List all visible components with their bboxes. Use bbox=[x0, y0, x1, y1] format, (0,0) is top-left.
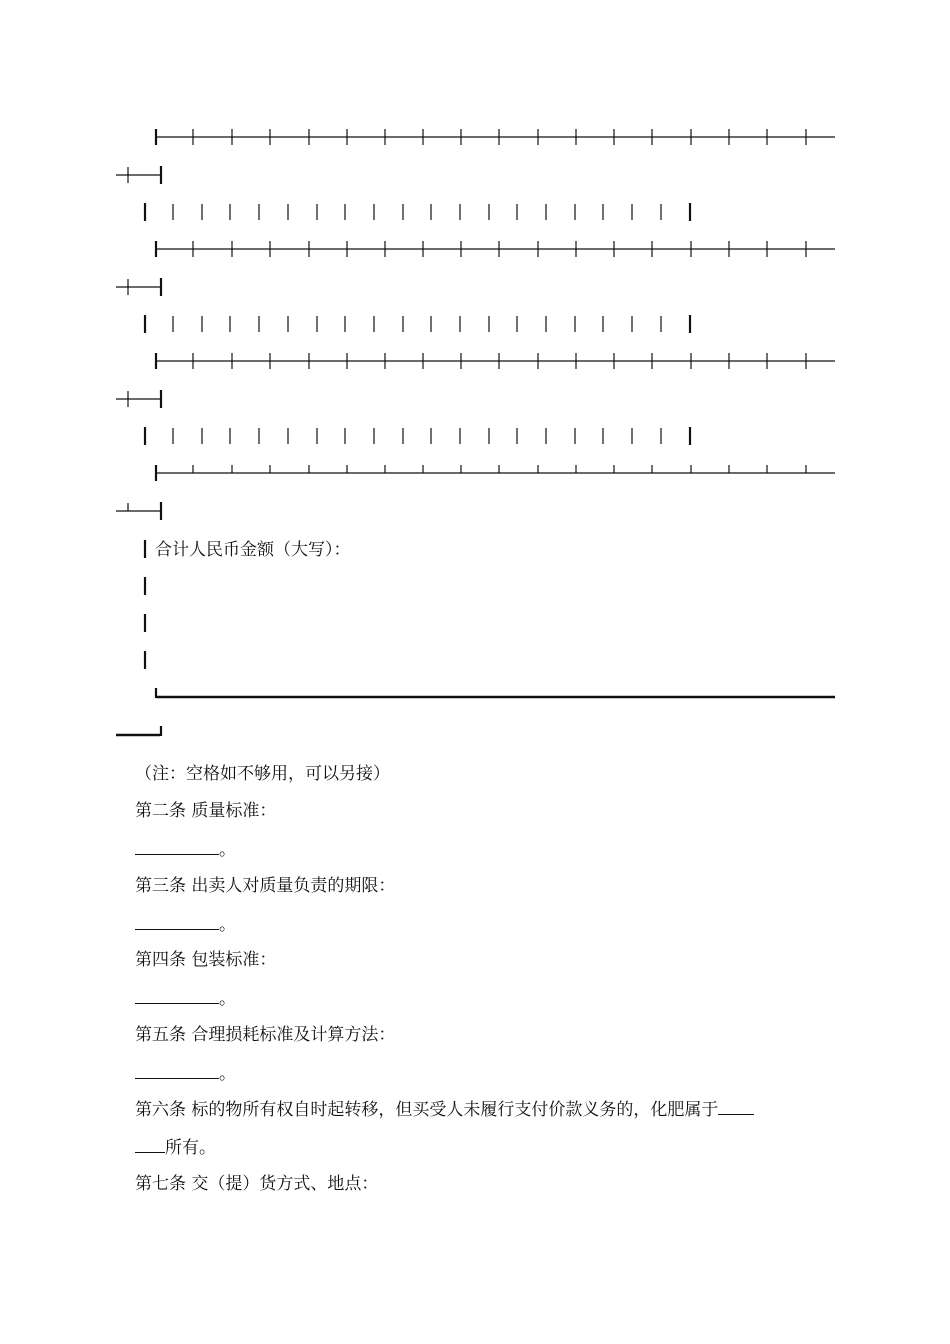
clause-6-continuation: 所有。 bbox=[165, 1138, 216, 1158]
clause-3-heading bbox=[135, 875, 395, 897]
clause-7-title: 交（提）货方式、地点： bbox=[191, 1174, 379, 1194]
clause-7-number: 第七条 bbox=[135, 1174, 186, 1194]
clause-3-blank[interactable] bbox=[135, 913, 219, 930]
clause-6-heading bbox=[135, 1098, 754, 1121]
clause-2-blank[interactable] bbox=[135, 838, 219, 855]
clause-3-suffix: 。 bbox=[219, 915, 236, 935]
clause-2-number: 第二条 bbox=[135, 801, 186, 821]
clause-6-blank-a[interactable] bbox=[718, 1098, 754, 1115]
clause-2-suffix: 。 bbox=[219, 840, 236, 860]
clause-5-suffix: 。 bbox=[219, 1064, 236, 1084]
total-amount-label: 合计人民币金额（大写）： bbox=[155, 540, 351, 560]
clause-2-title: 质量标准： bbox=[191, 801, 277, 821]
clause-6-blank-b[interactable] bbox=[135, 1136, 165, 1153]
clause-4-blank[interactable] bbox=[135, 987, 219, 1004]
clause-4-number: 第四条 bbox=[135, 950, 186, 970]
clause-5-blank[interactable] bbox=[135, 1062, 219, 1079]
clause-5-answer bbox=[135, 1062, 236, 1085]
clause-4-title: 包装标准： bbox=[191, 950, 277, 970]
clause-4-suffix: 。 bbox=[219, 989, 236, 1009]
clause-6-number: 第六条 bbox=[135, 1100, 186, 1120]
clause-5-title: 合理损耗标准及计算方法： bbox=[191, 1025, 396, 1045]
clause-2-answer bbox=[135, 838, 236, 861]
clause-3-title: 出卖人对质量负责的期限： bbox=[191, 876, 396, 896]
clause-7-heading bbox=[135, 1173, 378, 1195]
clause-5-number: 第五条 bbox=[135, 1025, 186, 1045]
clause-3-number: 第三条 bbox=[135, 876, 186, 896]
clause-3-answer bbox=[135, 913, 236, 936]
clause-6-continuation-line bbox=[135, 1136, 216, 1159]
clause-4-answer bbox=[135, 987, 236, 1010]
clause-2-heading bbox=[135, 800, 276, 822]
table-note: （注：空格如不够用，可以另接） bbox=[135, 764, 390, 784]
clause-4-heading bbox=[135, 949, 276, 971]
clause-6-title: 标的物所有权自时起转移，但买受人未履行支付价款义务的，化肥属于 bbox=[191, 1100, 719, 1120]
clause-5-heading bbox=[135, 1024, 395, 1046]
